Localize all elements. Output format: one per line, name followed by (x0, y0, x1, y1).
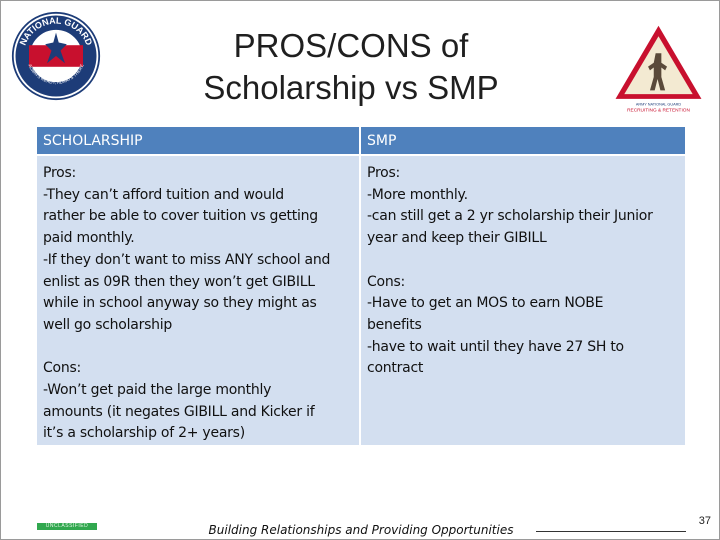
scholarship-line: it’s a scholarship of 2+ years) (43, 425, 245, 442)
smp-line: Cons: (367, 273, 405, 290)
smp-line: Pros: (367, 165, 400, 181)
table-body-row (37, 156, 685, 445)
smp-line: -have to wait until they have 27 SH to (367, 338, 624, 355)
recruiting-retention-emblem-icon (611, 21, 706, 116)
smp-line: benefits (367, 316, 422, 333)
title-line-1: PROS/CONS of (233, 27, 469, 64)
scholarship-line: enlist as 09R then they won’t get GIBILL (43, 273, 315, 290)
scholarship-line: well go scholarship (43, 316, 173, 333)
scholarship-line: -If they don’t want to miss ANY school and (43, 251, 331, 268)
header-scholarship: SCHOLARSHIP (37, 127, 361, 156)
smp-line: -can still get a 2 yr scholarship their Junior (367, 208, 653, 225)
scholarship-line: Pros: (43, 165, 76, 181)
smp-cell (361, 156, 685, 445)
seal-top-text: NATIONAL GUARD (17, 15, 95, 47)
footer-tagline: Building Relationships and Providing Opportunities (208, 523, 514, 537)
page-number: 37 (698, 515, 711, 527)
footer-divider (536, 531, 686, 532)
line-gap (367, 250, 679, 272)
table-header-row (37, 127, 685, 156)
scholarship-line: amounts (it negates GIBILL and Kicker if (43, 403, 315, 420)
smp-line: -Have to get an MOS to earn NOBE (367, 295, 604, 312)
header-smp: SMP (361, 127, 685, 156)
smp-line: -More monthly. (367, 186, 468, 203)
title-line-2: Scholarship vs SMP (203, 69, 499, 106)
line-gap (43, 337, 353, 359)
scholarship-line: -They can’t afford tuition and would (43, 186, 284, 203)
scholarship-cell (37, 156, 361, 445)
scholarship-line: -Won’t get paid the large monthly (43, 382, 272, 399)
scholarship-line: rather be able to cover tuition vs getting (43, 208, 318, 225)
scholarship-line: while in school anyway so they might as (43, 295, 317, 312)
emblem-top-text: ARMY NATIONAL GUARD (635, 102, 682, 107)
slide-title (151, 25, 551, 109)
seal-bottom-text: ALWAYS READY, ALWAYS THERE (27, 63, 85, 85)
scholarship-line: Cons: (43, 360, 81, 377)
smp-line: year and keep their GIBILL (367, 230, 547, 247)
national-guard-seal-icon (11, 11, 101, 101)
comparison-table (37, 127, 685, 445)
smp-line: contract (367, 360, 424, 377)
classification-banner: UNCLASSIFIED (37, 523, 97, 530)
scholarship-line: paid monthly. (43, 230, 135, 247)
emblem-bottom-text: RECRUITING & RETENTION (627, 108, 690, 114)
